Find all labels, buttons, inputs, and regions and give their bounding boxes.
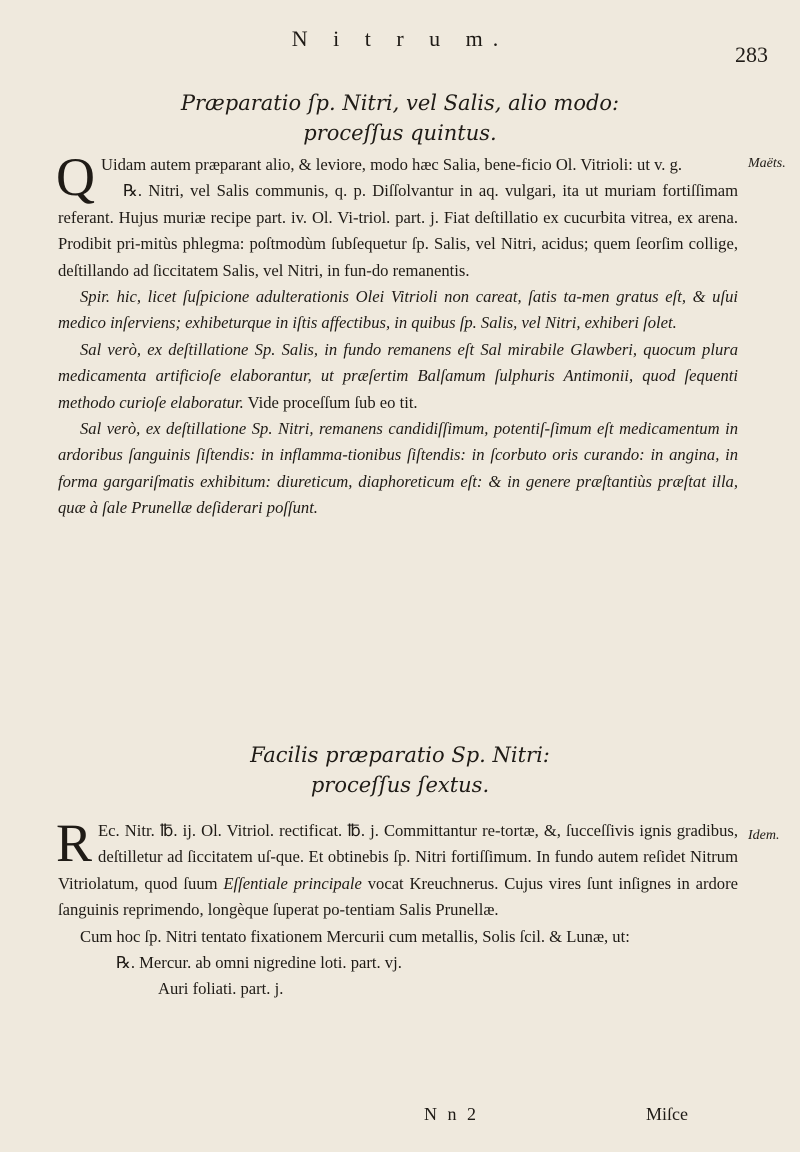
recipe-line: Auri foliati. part. j. bbox=[158, 979, 284, 999]
signature-mark: N n 2 bbox=[424, 1104, 479, 1124]
heading-line: proceſſus ſextus. bbox=[310, 773, 490, 797]
paragraph: ℞. Nitri, vel Salis communis, q. p. Diſſolvantur in aq. vulgari, ita ut muriam fortiſſimam referant. Hujus muriæ recipe part. iv. Ol. Vi-triol. part. j. Fiat deſtillatio ex cucurbita vitrea, ex arena. Prodibit pri-mitùs phlegma: poſtmodùm ſubſequetur ſp. Salis, vel Nitri, acidus; quem ſeorſim collige, deſtillando ad ſiccitatem Salis, vel Nitri, in fun-do remanentis. bbox=[58, 181, 738, 280]
heading-line: proceſſus quintus. bbox=[303, 121, 497, 145]
paragraph: Sal verò, ex deſtillatione Sp. Nitri, remanens candidiſſimum, potentiſ-ſimum eſt medicamentum in ardoribus ſanguinis ſiſtendis: in inflamma-tionibus ſiſtendis: in ſcorbuto oris curando: in angina, in forma gargariſmatis exhibitum: diureticum, diaphoreticum eſt: & in genere præſtantiùs præſtat illa, quæ à ſale Prunellæ deſiderari poſſunt. bbox=[58, 419, 738, 518]
italic-term: Eſſentiale principale bbox=[223, 873, 362, 893]
section-body-quintus bbox=[56, 147, 738, 522]
paragraph bbox=[56, 813, 738, 924]
section-heading-quintus bbox=[0, 88, 800, 148]
paragraph bbox=[56, 147, 738, 207]
catchword: Miſce bbox=[646, 1104, 688, 1124]
section-heading-sextus bbox=[0, 740, 800, 800]
paragraph bbox=[58, 337, 738, 416]
drop-capital: R bbox=[56, 813, 93, 873]
running-head: N i t r u m. bbox=[291, 26, 509, 51]
paragraph-text: vocat Kreuchnerus. Cujus vires ſunt inſignes in ardore ſanguinis reprimendo, longèque ſuperat po-tentiam Salis Prunellæ. bbox=[58, 873, 738, 920]
paragraph: Cum hoc ſp. Nitri tentato fixationem Mercurii cum metallis, Solis ſcil. & Lunæ, ut: bbox=[80, 926, 630, 946]
drop-capital: Q bbox=[56, 147, 95, 207]
paragraph-text: Sal verò, ex deſtillatione Sp. Salis, in fundo remanens eſt Sal mirabile Glawberi, quocum plura medicamenta artificioſe elaborantur, ut præſertim Balſamum ſulphuris Antimonii, quod ſequenti methodo curioſe elaboratur. bbox=[58, 339, 738, 412]
recipe-line: ℞. Mercur. ab omni nigredine loti. part. vj. bbox=[116, 953, 402, 973]
margin-note: Idem. bbox=[748, 828, 780, 843]
page-number: 283 bbox=[735, 42, 768, 67]
paragraph: Spir. hic, licet ſuſpicione adulterationis Olei Vitrioli non careat, ſatis ta-men gratus eſt, & uſui medico inſerviens; exhibeturque in iſtis affectibus, in quibus ſp. Salis, vel Nitri, exhiberi ſolet. bbox=[58, 287, 738, 333]
heading-line: Facilis præparatio Sp. Nitri: bbox=[250, 743, 550, 767]
margin-note: Maëts. bbox=[748, 156, 786, 171]
section-body-sextus bbox=[56, 813, 738, 1003]
cross-reference: Vide proceſſum ſub eo tit. bbox=[247, 392, 418, 412]
paragraph-text: Ec. Nitr. ℔. ij. Ol. Vitriol. rectificat. ℔. j. Committantur re-tortæ, &, ſucceſſivis ignis gradibus, deſtilletur ad ſiccitatem uſ-que. Et obtinebis ſp. Nitri fortiſſimum. In fundo autem reſidet Nitrum Vitriolatum, quod ſuum bbox=[58, 821, 738, 893]
paragraph-text: Uidam autem præparant alio, & leviore, modo hæc Salia, bene-ficio Ol. Vitrioli: ut v. g. bbox=[101, 155, 683, 174]
heading-line: Præparatio ſp. Nitri, vel Salis, alio modo: bbox=[180, 91, 620, 115]
